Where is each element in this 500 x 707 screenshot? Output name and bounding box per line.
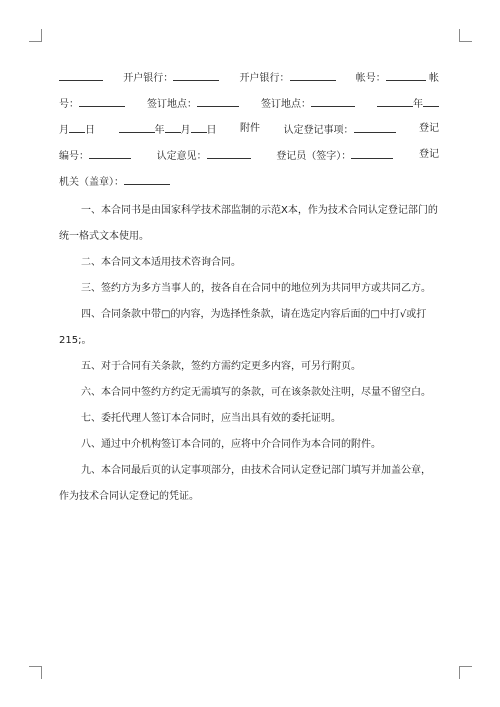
note-item: 四、合同条款中带□的内容，为选择性条款，请在选定内容后面的□中打√或打215;。 xyxy=(59,309,427,346)
sign-place-label: 签订地点： xyxy=(261,99,311,110)
blank-field[interactable] xyxy=(89,146,131,159)
blank-field[interactable] xyxy=(423,94,439,107)
form-line-2 xyxy=(59,94,439,120)
blank-field[interactable] xyxy=(173,68,219,81)
sign-place-label: 签订地点： xyxy=(147,99,197,110)
blank-field[interactable] xyxy=(124,172,170,185)
registration-label: 登记 xyxy=(418,149,439,160)
blank-field[interactable] xyxy=(290,68,336,81)
note-item: 一、本合同书是由国家科学技术部监制的示范Ⅹ本，作为技术合同认定登记部门的统一格式文本使用。 xyxy=(59,205,438,242)
attachment-label: 附件 xyxy=(240,123,260,134)
blank-field[interactable] xyxy=(69,120,85,133)
blank-field[interactable] xyxy=(191,120,207,133)
note-item: 二、本合同文本适用技术咨询合同。 xyxy=(81,257,241,268)
crop-mark-bottom-right xyxy=(459,666,472,679)
registrar-label: 登记员（签字）： xyxy=(276,151,352,162)
blank-field[interactable] xyxy=(207,146,251,159)
crop-mark-bottom-left xyxy=(29,666,42,679)
blank-field[interactable] xyxy=(311,94,355,107)
account-label: 帐 xyxy=(428,73,439,84)
document-body xyxy=(59,68,439,510)
crop-mark-top-right xyxy=(459,29,472,42)
account-label: 号： xyxy=(59,99,79,110)
blank-field[interactable] xyxy=(79,94,125,107)
note-item: 九、本合同最后页的认定事项部分，由技术合同认定登记部门填写并加盖公章，作为技术合同认定登记的凭证。 xyxy=(59,465,431,502)
note-item: 七、委托代理人签订本合同时，应当出具有效的委托证明。 xyxy=(81,413,341,424)
year-label: 年 xyxy=(154,125,165,136)
month-label: 月 xyxy=(59,125,69,136)
year-label: 年 xyxy=(413,99,423,110)
form-line-1 xyxy=(59,68,439,94)
account-label: 帐号： xyxy=(355,73,386,84)
registration-label: 登记 xyxy=(419,123,439,134)
blank-field[interactable] xyxy=(119,120,155,133)
note-item: 八、通过中介机构签订本合同的，应将中介合同作为本合同的附件。 xyxy=(81,439,381,450)
opinion-label: 认定意见： xyxy=(156,151,207,162)
blank-field[interactable] xyxy=(165,120,181,133)
blank-field[interactable] xyxy=(377,94,413,107)
month-label: 月 xyxy=(180,125,191,136)
serial-label: 编号： xyxy=(59,151,89,162)
note-item: 五、对于合同有关条款，签约方需约定更多内容，可另行附页。 xyxy=(81,361,361,372)
form-line-4 xyxy=(59,146,439,172)
form-line-3 xyxy=(59,120,439,146)
bank-label: 开户银行： xyxy=(123,73,174,84)
note-item: 三、签约方为多方当事人的，按各自在合同中的地位列为共同甲方或共同乙方。 xyxy=(81,283,431,294)
blank-field[interactable] xyxy=(197,94,239,107)
day-label: 日 xyxy=(206,125,217,136)
day-label: 日 xyxy=(85,125,95,136)
crop-mark-top-left xyxy=(29,29,42,42)
note-item: 六、本合同中签约方约定无需填写的条款，可在该条款处注明，尽量不留空白。 xyxy=(81,387,431,398)
form-line-5 xyxy=(59,172,439,198)
blank-field[interactable] xyxy=(351,146,393,159)
blank-field[interactable] xyxy=(354,120,396,133)
blank-field[interactable] xyxy=(386,68,426,81)
agency-label: 机关（盖章）： xyxy=(59,177,124,188)
bank-label: 开户银行： xyxy=(239,73,290,84)
reg-items-label: 认定登记事项： xyxy=(283,125,354,136)
blank-field[interactable] xyxy=(59,68,103,81)
